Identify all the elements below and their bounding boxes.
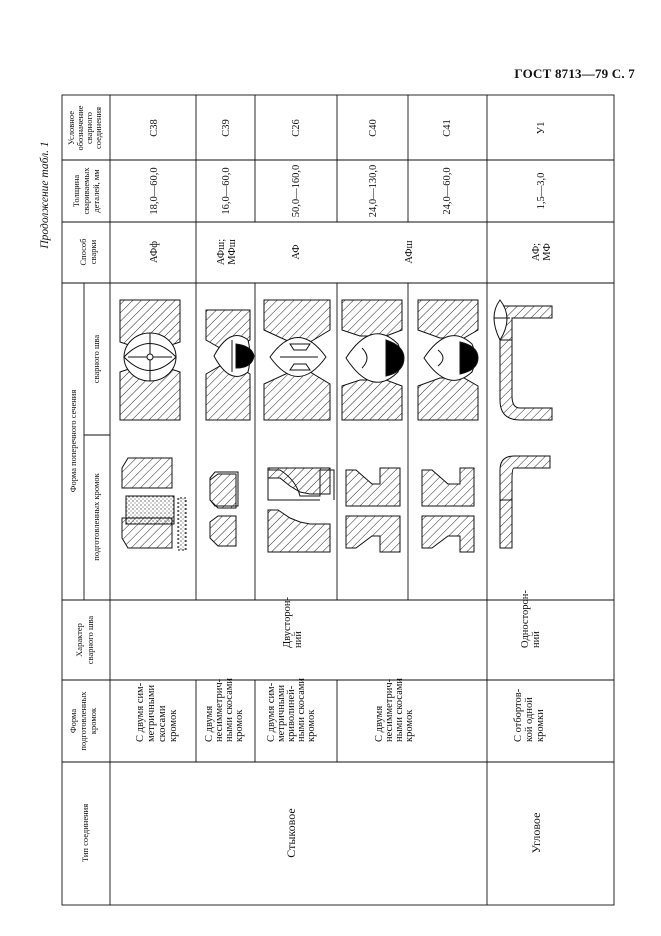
col-method-2: сварки: [88, 239, 98, 265]
col-thickness-2: свариваемых: [81, 167, 91, 215]
edge-r3-3: криволиней-: [286, 685, 297, 742]
thickness-row6: 1,5—3,0: [536, 172, 547, 210]
col-edge-form-3: кромок: [88, 707, 98, 735]
thickness-row1: 18,0—60,0: [149, 167, 160, 215]
type-angle: Угловое: [529, 812, 543, 854]
edge-r2-2: несимметрич-: [214, 678, 225, 742]
page-header: ГОСТ 8713—79 С. 7: [514, 66, 635, 81]
edge-r6-1: С отбортов-: [513, 688, 524, 742]
thickness-row2: 16,0—60,0: [221, 167, 232, 215]
edge-forms: [135, 678, 546, 742]
prep-row4: [346, 468, 400, 552]
method-row1: АФф: [149, 240, 160, 264]
weld-row2: [206, 310, 254, 420]
method-row6-b: МФ: [542, 243, 553, 261]
col-prepared: подготовленных кромок: [91, 473, 101, 561]
col-cross-section: Форма поперечного сечения: [68, 389, 78, 493]
edge-r4-4: кромок: [404, 709, 415, 742]
edge-r3-4: ными скосами: [296, 677, 307, 742]
designation-c26: С26: [291, 119, 302, 137]
edge-r3-5: кромок: [306, 709, 317, 742]
methods: [149, 239, 553, 265]
type-butt: Стыковое: [284, 808, 298, 858]
table-header: [66, 105, 103, 862]
weld-row1: [120, 300, 180, 420]
edge-r4-1: С двумя: [374, 705, 385, 742]
col-edge-form-2: подготовленных: [78, 691, 88, 751]
one-sided-1: Односторон-: [520, 590, 531, 648]
weld-row6: [494, 300, 552, 420]
col-method-1: Способ: [78, 238, 88, 266]
designation-c38: С38: [149, 119, 160, 137]
method-shared-afsh: АФш: [404, 240, 415, 264]
edge-r6-3: кромки: [535, 709, 546, 742]
col-edge-form-1: Форма: [68, 708, 78, 734]
prep-row2: [210, 472, 238, 546]
edge-r3-1: С двумя сим-: [266, 682, 277, 742]
col-type: Тип соединения: [80, 803, 90, 863]
col-thickness-3: деталей, мм: [91, 169, 101, 213]
method-row3: АФ: [291, 244, 302, 260]
designation-c40: С40: [368, 119, 379, 137]
edge-r2-1: С двумя: [204, 705, 215, 742]
one-sided-2: ний: [531, 631, 542, 648]
prep-row6: [500, 456, 550, 548]
weld-row5: [418, 300, 478, 420]
edge-r1-2: метричными: [146, 684, 157, 742]
weld-row3: [264, 300, 330, 420]
method-row2-a: АФш;: [216, 238, 227, 266]
col-designation-4: соединения: [93, 107, 103, 149]
method-row6-a: АФ;: [531, 242, 542, 262]
col-designation-1: Условное: [66, 111, 76, 145]
edge-r4-3: ными скосами: [394, 677, 405, 742]
designation-c41: С41: [442, 119, 453, 137]
col-thickness-1: Толщина: [71, 174, 81, 208]
edge-r2-4: кромок: [234, 709, 245, 742]
col-weld: сварного шва: [91, 334, 101, 384]
col-designation-2: обозначение: [75, 105, 85, 151]
edge-r2-3: ными скосами: [224, 677, 235, 742]
col-designation-3: сварного: [84, 111, 94, 145]
designation-c39: С39: [221, 119, 232, 137]
designation-u1: У1: [536, 121, 547, 135]
edge-r1-1: С двумя сим-: [135, 682, 146, 742]
col-weld-char-2: сварного шва: [85, 615, 95, 665]
method-row2-b: МФш: [227, 239, 238, 265]
prep-row1: [122, 458, 186, 550]
prep-row5: [422, 468, 474, 552]
edge-r1-4: кромок: [168, 709, 179, 742]
thickness-row3: 50,0—160,0: [291, 164, 302, 218]
edge-r3-2: метричными: [276, 684, 287, 742]
edge-r1-3: скосами: [157, 705, 168, 742]
weld-character: [282, 590, 542, 648]
prepared-edges-drawings: [122, 456, 550, 552]
thickness-row4: 24,0—130,0: [368, 164, 379, 218]
edge-r4-2: несимметрич-: [384, 678, 395, 742]
continuation-label: Продолжение табл. 1: [39, 141, 51, 249]
prep-row3: [268, 468, 334, 552]
two-sided-1: Двусторон-: [282, 597, 293, 648]
two-sided-2: ний: [293, 631, 304, 648]
col-weld-char-1: Характер: [74, 623, 84, 657]
joint-types: [284, 808, 543, 857]
thickness-row5: 24,0—60,0: [442, 167, 453, 215]
edge-r6-2: кой одной: [524, 697, 535, 742]
weld-row4: [342, 300, 404, 420]
